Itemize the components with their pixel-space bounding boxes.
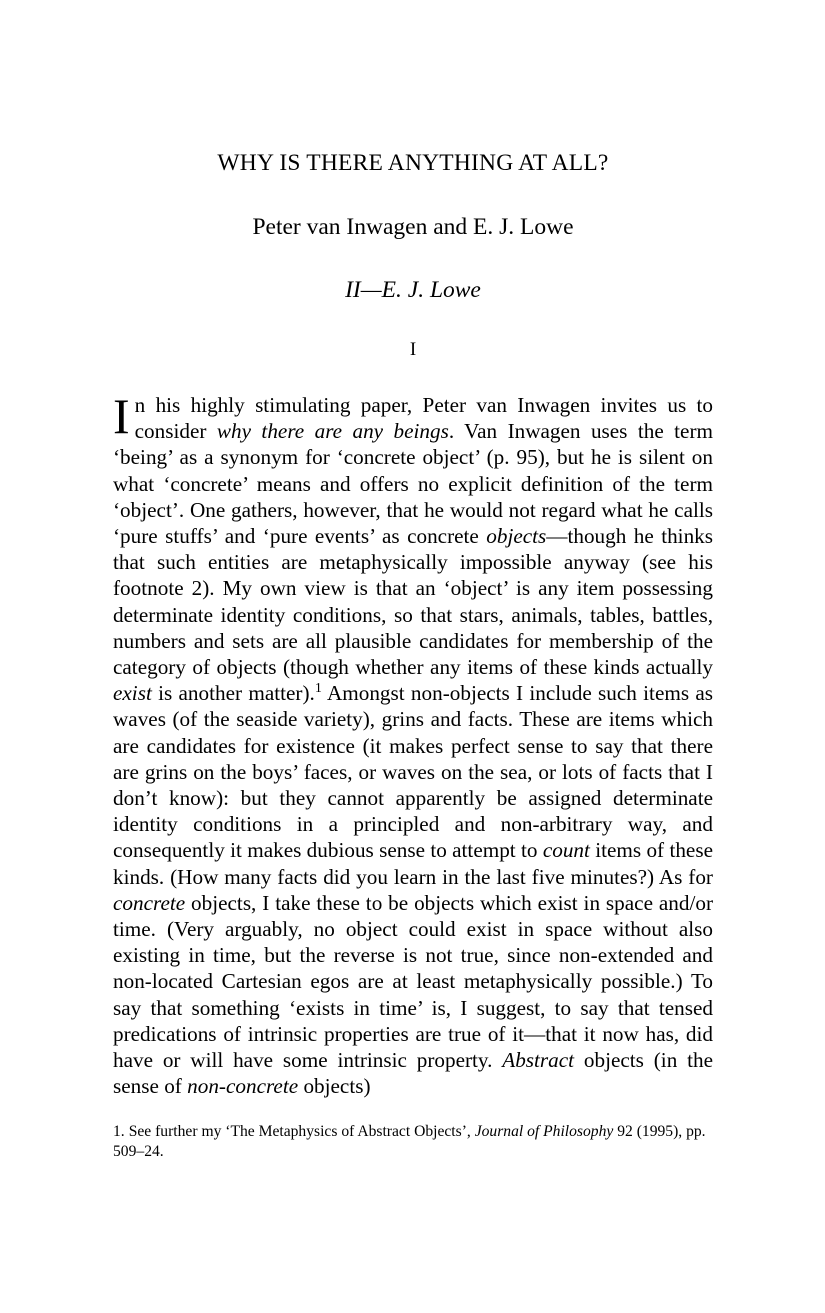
text-run: objects, I take these to be objects which exist in space and/or time. (Very arguably, no object could exist in space without also existing in time, but the reverse is not true, since non-extended and non-located Cartesian egos are at least metaphysically possible.) To say that something ‘exists in time’ is, I suggest, to say that tensed predications of intrinsic properties are true of it—that it now has, did have or will have some intrinsic property. — [113, 890, 713, 1073]
footnote-marker: 1. — [113, 1123, 125, 1140]
text-run-italic: why there are any beings — [216, 419, 449, 444]
text-run: objects) — [298, 1074, 371, 1099]
text-run: Amongst non-objects I include such items as waves (of the seaside variety), grins and facts. These are items which are candidates for existence (it makes perfect sense to say that there are grins on the boys’ faces, or waves on the sea, or lots of facts that I don’t know): but they cannot apparently be assigned determinate identity conditions in a principled and non-arbitrary way, and consequently it makes dubious sense to attempt to — [113, 681, 714, 863]
text-run: objects (in the sense of — [113, 1048, 713, 1099]
contribution-subtitle: II—E. J. Lowe — [345, 277, 481, 303]
text-run: . Van Inwagen uses the term ‘being’ as a synonym for ‘concrete object’ (p. 95), but he is silent on what ‘concrete’ means and offers no explicit definition of the term ‘object’. One gathers, however, that he would not regard what he calls ‘pure stuffs’ and ‘pure events’ as concrete — [113, 419, 714, 549]
text-run-italic: Journal of Philosophy — [474, 1123, 614, 1140]
drop-cap: I — [113, 388, 130, 444]
footnote-reference-1[interactable]: 1 — [314, 681, 322, 697]
front-matter — [113, 148, 713, 363]
text-run-italic: non-concrete — [187, 1074, 299, 1099]
text-run-italic: objects — [486, 524, 547, 549]
text-run: —though he thinks that such entities are metaphysically impossible anyway (see his footnote 2). My own view is that an ‘object’ is any item possessing determinate identity conditions, so that stars, animals, tables, battles, numbers and sets are all plausible candidates for membership of the category of objects (though whether any items of these kinds actually — [113, 524, 714, 680]
text-run: items of these kinds. (How many facts did you learn in the last five minutes?) As for — [113, 838, 713, 889]
text-run: 92 (1995), pp. 509–24. — [113, 1123, 706, 1160]
authors-line: Peter van Inwagen and E. J. Lowe — [252, 214, 574, 240]
text-run: n his highly stimulating paper, Peter van Inwagen invites us to consider — [134, 393, 713, 444]
footnote-area — [113, 1122, 715, 1161]
body-text — [113, 388, 714, 1099]
text-run-italic: exist — [113, 681, 152, 706]
page-title: WHY IS THERE ANYTHING AT ALL? — [217, 150, 609, 176]
text-run-italic: count — [542, 838, 590, 863]
footnote-1 — [113, 1122, 715, 1161]
text-run: is another matter). — [151, 681, 315, 706]
paragraph-1 — [113, 388, 714, 1099]
text-run-italic: concrete — [113, 890, 186, 915]
text-run-italic: Abstract — [502, 1048, 575, 1073]
text-run: See further my ‘The Metaphysics of Abstract Objects’, — [128, 1123, 475, 1140]
section-number: I — [409, 339, 417, 360]
